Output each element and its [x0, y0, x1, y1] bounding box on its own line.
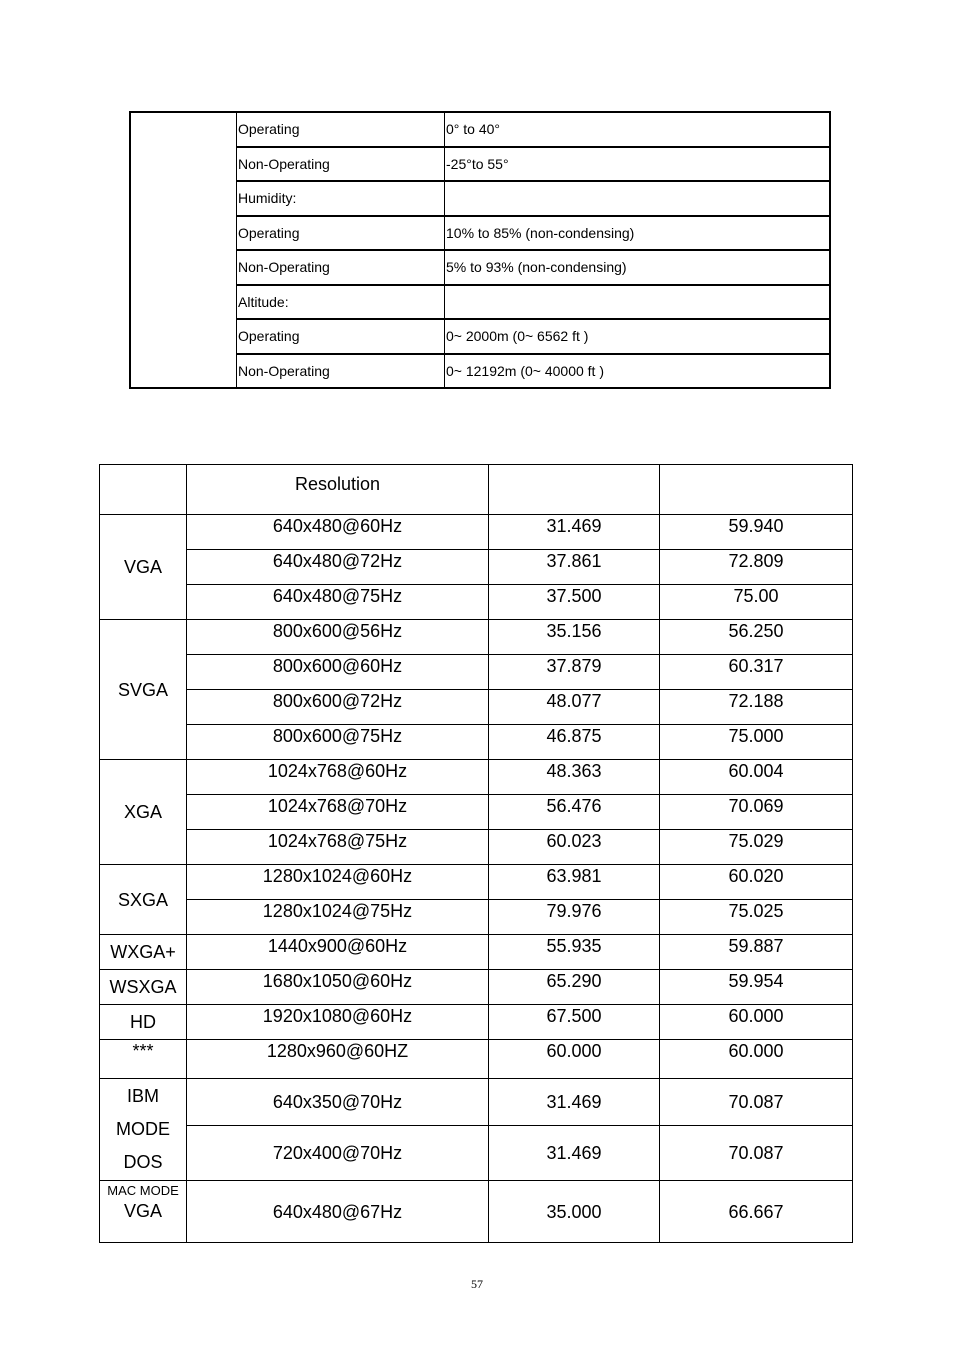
v-freq-cell: 70.087 — [660, 1126, 853, 1181]
table-row — [100, 725, 853, 760]
resolution-cell: 800x600@75Hz — [187, 725, 489, 760]
table-row — [130, 112, 830, 147]
table-row — [100, 795, 853, 830]
environment-category-cell — [130, 112, 237, 388]
mode-ibm-line-3: DOS — [123, 1152, 163, 1172]
mode-mac-line-1: MAC MODE — [107, 1183, 179, 1198]
v-freq-cell: 60.020 — [660, 865, 853, 900]
mode-stars: *** — [100, 1040, 187, 1079]
table-row — [100, 620, 853, 655]
mode-ibm-line-2: MODE — [116, 1119, 170, 1139]
resolution-cell: 800x600@56Hz — [187, 620, 489, 655]
table-row — [100, 900, 853, 935]
env-label: Altitude: — [237, 285, 445, 320]
v-freq-cell: 70.069 — [660, 795, 853, 830]
v-freq-cell: 59.940 — [660, 515, 853, 550]
table-row — [100, 585, 853, 620]
resolution-cell: 1024x768@75Hz — [187, 830, 489, 865]
resolution-cell: 720x400@70Hz — [187, 1126, 489, 1181]
mode-ibm-dos — [100, 1079, 187, 1181]
v-freq-cell: 72.809 — [660, 550, 853, 585]
timing-table — [99, 464, 853, 1243]
resolution-cell: 800x600@60Hz — [187, 655, 489, 690]
mode-xga: XGA — [100, 760, 187, 865]
table-row — [100, 1181, 853, 1243]
resolution-cell: 640x480@60Hz — [187, 515, 489, 550]
environment-table — [129, 111, 831, 389]
page-number: 57 — [471, 1277, 483, 1291]
h-freq-cell: 35.156 — [489, 620, 660, 655]
env-value: 0~ 12192m (0~ 40000 ft ) — [445, 354, 831, 389]
h-freq-cell: 79.976 — [489, 900, 660, 935]
env-value — [445, 285, 831, 320]
v-freq-cell: 66.667 — [660, 1181, 853, 1243]
table-row — [100, 865, 853, 900]
v-freq-cell: 56.250 — [660, 620, 853, 655]
resolution-cell: 640x350@70Hz — [187, 1079, 489, 1126]
v-freq-cell: 60.317 — [660, 655, 853, 690]
h-freq-cell: 35.000 — [489, 1181, 660, 1243]
table-row — [100, 830, 853, 865]
resolution-cell: 1280x1024@60Hz — [187, 865, 489, 900]
table-row — [100, 655, 853, 690]
table-row — [100, 760, 853, 795]
h-freq-cell: 65.290 — [489, 970, 660, 1005]
table-row — [100, 1040, 853, 1079]
env-label: Operating — [237, 112, 445, 147]
v-freq-cell: 59.887 — [660, 935, 853, 970]
h-freq-cell: 37.879 — [489, 655, 660, 690]
mode-svga: SVGA — [100, 620, 187, 760]
mode-hd: HD — [100, 1005, 187, 1040]
table-row — [100, 1079, 853, 1126]
table-row — [100, 690, 853, 725]
v-freq-cell: 60.000 — [660, 1040, 853, 1079]
header-h-freq-cell — [489, 465, 660, 515]
mode-wsxga: WSXGA — [100, 970, 187, 1005]
resolution-cell: 640x480@75Hz — [187, 585, 489, 620]
table-row — [100, 515, 853, 550]
table-row — [100, 970, 853, 1005]
env-value: 0° to 40° — [445, 112, 831, 147]
h-freq-cell: 67.500 — [489, 1005, 660, 1040]
h-freq-cell: 48.077 — [489, 690, 660, 725]
v-freq-cell: 75.025 — [660, 900, 853, 935]
v-freq-cell: 59.954 — [660, 970, 853, 1005]
resolution-cell: 1280x960@60HZ — [187, 1040, 489, 1079]
env-value: 0~ 2000m (0~ 6562 ft ) — [445, 319, 831, 354]
v-freq-cell: 75.00 — [660, 585, 853, 620]
resolution-cell: 640x480@67Hz — [187, 1181, 489, 1243]
h-freq-cell: 31.469 — [489, 515, 660, 550]
env-value: -25°to 55° — [445, 147, 831, 182]
resolution-cell: 1024x768@60Hz — [187, 760, 489, 795]
resolution-cell: 800x600@72Hz — [187, 690, 489, 725]
h-freq-cell: 56.476 — [489, 795, 660, 830]
table-row — [100, 1005, 853, 1040]
h-freq-cell: 55.935 — [489, 935, 660, 970]
resolution-cell: 1680x1050@60Hz — [187, 970, 489, 1005]
h-freq-cell: 31.469 — [489, 1079, 660, 1126]
header-mode-cell — [100, 465, 187, 515]
resolution-cell: 1024x768@70Hz — [187, 795, 489, 830]
env-label: Operating — [237, 216, 445, 251]
mode-vga: VGA — [100, 515, 187, 620]
mode-sxga: SXGA — [100, 865, 187, 935]
resolution-cell: 1280x1024@75Hz — [187, 900, 489, 935]
v-freq-cell: 75.029 — [660, 830, 853, 865]
table-row — [100, 935, 853, 970]
v-freq-cell: 60.000 — [660, 1005, 853, 1040]
h-freq-cell: 31.469 — [489, 1126, 660, 1181]
mode-mac-vga — [100, 1181, 187, 1243]
resolution-cell: 1440x900@60Hz — [187, 935, 489, 970]
mode-wxga-plus: WXGA+ — [100, 935, 187, 970]
h-freq-cell: 37.861 — [489, 550, 660, 585]
header-v-freq-cell — [660, 465, 853, 515]
mode-mac-line-2: VGA — [123, 1201, 162, 1221]
env-label: Non-Operating — [237, 250, 445, 285]
env-label: Non-Operating — [237, 354, 445, 389]
resolution-cell: 640x480@72Hz — [187, 550, 489, 585]
env-label: Operating — [237, 319, 445, 354]
v-freq-cell: 60.004 — [660, 760, 853, 795]
env-label: Humidity: — [237, 181, 445, 216]
v-freq-cell: 72.188 — [660, 690, 853, 725]
timing-header-row — [100, 465, 853, 515]
h-freq-cell: 48.363 — [489, 760, 660, 795]
h-freq-cell: 37.500 — [489, 585, 660, 620]
env-value — [445, 181, 831, 216]
v-freq-cell: 75.000 — [660, 725, 853, 760]
v-freq-cell: 70.087 — [660, 1079, 853, 1126]
header-resolution: Resolution — [187, 465, 489, 515]
env-label: Non-Operating — [237, 147, 445, 182]
h-freq-cell: 46.875 — [489, 725, 660, 760]
h-freq-cell: 60.000 — [489, 1040, 660, 1079]
env-value: 5% to 93% (non-condensing) — [445, 250, 831, 285]
table-row — [100, 550, 853, 585]
table-row — [100, 1126, 853, 1181]
env-value: 10% to 85% (non-condensing) — [445, 216, 831, 251]
h-freq-cell: 63.981 — [489, 865, 660, 900]
mode-ibm-line-1: IBM — [126, 1086, 159, 1106]
h-freq-cell: 60.023 — [489, 830, 660, 865]
resolution-cell: 1920x1080@60Hz — [187, 1005, 489, 1040]
